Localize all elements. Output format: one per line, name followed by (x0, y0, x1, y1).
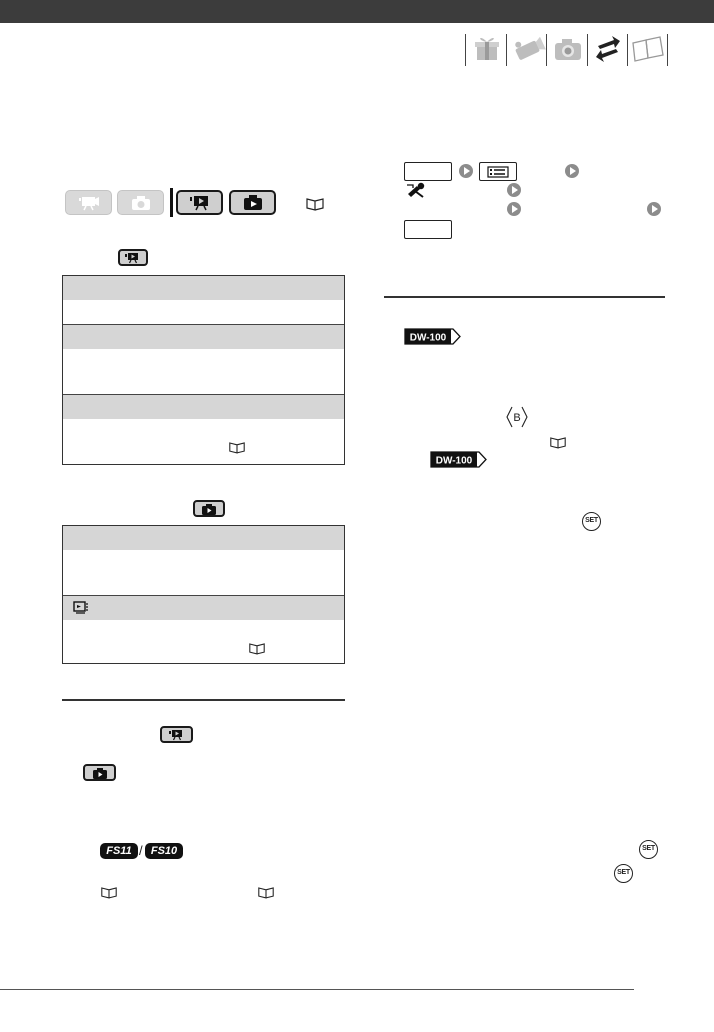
photo-play-icon (92, 767, 108, 779)
table-row-header (63, 394, 344, 419)
triangle-arrow-icon (565, 164, 579, 178)
gift-icon (468, 34, 508, 64)
table-row (63, 349, 344, 394)
section-rule (384, 296, 665, 298)
triangle-arrow-icon (507, 202, 521, 216)
movie-play-table (62, 275, 345, 465)
func-button[interactable] (404, 220, 452, 239)
triangle-arrow-icon (459, 164, 473, 178)
b-mark-icon (505, 406, 529, 428)
mode-button-photo-play (229, 190, 276, 215)
photo-play-table (62, 525, 345, 664)
table-row-header (63, 595, 344, 620)
section-rule (62, 699, 345, 701)
set-button-icon: SET (614, 864, 633, 883)
func-button[interactable] (404, 162, 452, 181)
photo-play-icon (242, 194, 264, 212)
transfer-arrows-icon (588, 34, 628, 64)
triangle-arrow-icon (507, 183, 521, 197)
divider (465, 34, 466, 66)
dw100-label: DW-100 (435, 455, 473, 467)
menu-button[interactable] (479, 162, 517, 181)
divider (546, 34, 547, 66)
table-row (63, 300, 344, 324)
mode-button-photo-record (117, 190, 164, 215)
model-badge-fs10: FS10 (145, 843, 183, 859)
menu-list-icon (487, 166, 509, 178)
table-row-header (63, 276, 344, 300)
b-label: B (513, 412, 521, 424)
table-row-header (63, 324, 344, 349)
book-icon (248, 642, 266, 655)
table-row (63, 419, 344, 463)
divider (506, 34, 507, 66)
movie-play-icon (188, 194, 212, 212)
mode-button-movie-record (65, 190, 112, 215)
dw100-tag (430, 451, 488, 468)
tools-icon (405, 182, 427, 199)
movie-record-icon (77, 195, 101, 211)
movie-play-mode-chip (160, 726, 193, 743)
photo-play-mode-chip (193, 500, 225, 517)
slideshow-icon (73, 601, 89, 615)
movie-play-mode-chip (118, 249, 148, 266)
page-top-bar (0, 0, 714, 23)
book-icon (100, 886, 118, 899)
model-badge-fs11: FS11 (100, 843, 138, 859)
set-button-icon: SET (639, 840, 658, 859)
camcorder-icon (508, 34, 548, 64)
photo-record-icon (130, 195, 152, 211)
book-icon (257, 886, 275, 899)
movie-play-icon (168, 729, 186, 741)
set-button-icon: SET (582, 512, 601, 531)
table-row-header (63, 526, 344, 550)
dw100-label: DW-100 (409, 332, 447, 344)
footer-rule (0, 989, 634, 990)
book-icon (549, 436, 567, 449)
dw100-tag (404, 328, 462, 345)
triangle-arrow-icon (647, 202, 661, 216)
movie-play-icon (124, 252, 142, 264)
table-row (63, 620, 344, 664)
book-icon (228, 441, 246, 454)
photo-play-icon (201, 503, 217, 515)
book-icon (628, 34, 668, 64)
mode-divider (170, 188, 173, 217)
mode-button-movie-play (176, 190, 223, 215)
camera-icon (548, 34, 588, 64)
separator: / (139, 843, 143, 858)
photo-play-mode-chip (83, 764, 116, 781)
book-icon (305, 197, 325, 211)
table-row (63, 550, 344, 595)
divider (667, 34, 668, 66)
